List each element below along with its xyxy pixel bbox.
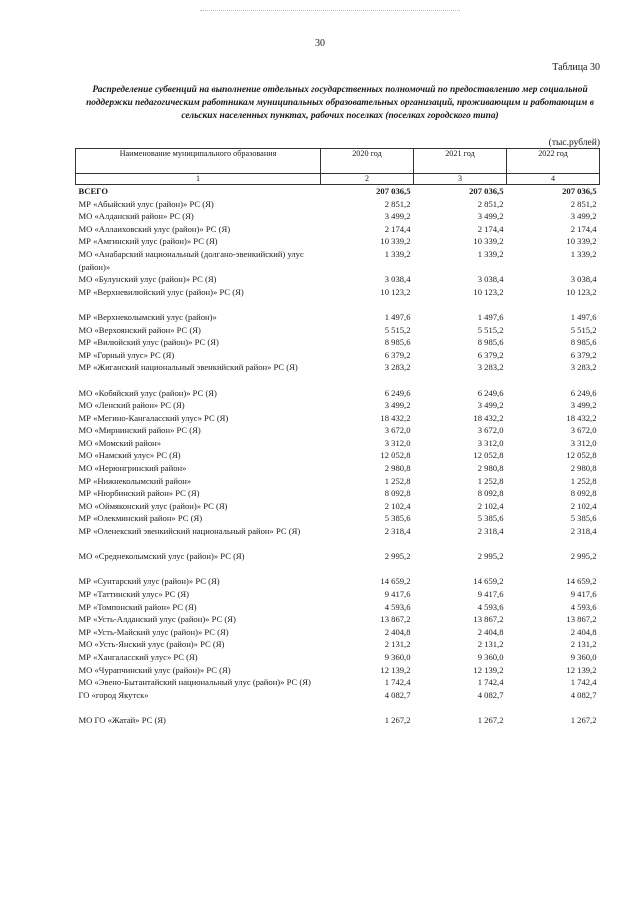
value-2021-cell: 9 360,0 (477, 651, 504, 662)
column-index-2: 2 (321, 174, 414, 185)
value-2022-cell: 6 379,2 (570, 349, 597, 360)
value-2020-cell: 2 995,2 (384, 551, 411, 562)
value-2022-cell: 18 432,2 (566, 412, 597, 423)
value-2022-cell: 4 593,6 (570, 601, 597, 612)
value-2021-cell: 2 995,2 (477, 551, 504, 562)
value-2020-cell: 12 052,8 (380, 450, 411, 461)
value-2020-cell: 207 036,5 (376, 186, 411, 196)
value-2021-cell: 6 379,2 (477, 349, 504, 360)
total-row (76, 185, 600, 198)
value-2022-cell: 2 404,8 (570, 626, 597, 637)
value-2022-cell: 4 082,7 (570, 689, 597, 700)
table-title: Распределение субвенций на выполнение отдельных государственных полномочий по предоставлению мер социальной поддержки педагогическим работникам муниципальных образовательных организаций, проживающим и работающим в сельских населенных пунктах, рабочих поселках (поселках городского типа) (86, 85, 594, 121)
value-2020-cell: 1 339,2 (384, 248, 411, 259)
value-2021-cell: 12 052,8 (473, 450, 504, 461)
value-2020-cell (321, 538, 414, 551)
value-2021-cell: 3 312,0 (477, 437, 504, 448)
value-2021-cell: 10 123,2 (473, 286, 504, 297)
value-2020-cell: 5 515,2 (384, 324, 411, 335)
value-2021-cell: 10 339,2 (473, 236, 504, 247)
municipality-name-cell (76, 538, 321, 551)
value-2020-cell: 3 499,2 (384, 400, 411, 411)
municipality-name-cell: МР «Томпонский район» РС (Я) (78, 601, 197, 612)
value-2021-cell: 3 499,2 (477, 400, 504, 411)
municipality-name-cell: МО «Эвено-Бытантайский национальный улус (район)» РС (Я) (78, 677, 311, 688)
value-2022-cell: 3 038,4 (570, 274, 597, 285)
municipality-name-cell: МР «Жиганский национальный эвенкийский район» РС (Я) (78, 362, 298, 373)
value-2022-cell (507, 538, 600, 551)
value-2021-cell: 12 139,2 (473, 664, 504, 675)
table-row (76, 512, 600, 525)
value-2020-cell: 5 385,6 (384, 513, 411, 524)
value-2021-cell: 207 036,5 (469, 186, 504, 196)
value-2021-cell: 3 283,2 (477, 362, 504, 373)
table-row (76, 651, 600, 664)
column-index-3: 3 (414, 174, 507, 185)
municipality-name-cell: МО «Намский улус» РС (Я) (78, 450, 181, 461)
table-row (76, 500, 600, 513)
value-2021-cell: 1 267,2 (477, 714, 504, 725)
value-2020-cell: 2 102,4 (384, 500, 411, 511)
value-2022-cell: 1 252,8 (570, 475, 597, 486)
municipality-name-cell: МР «Олекминский район» РС (Я) (78, 513, 203, 524)
municipality-name-cell: МР «Мегино-Кангаласский улус» РС (Я) (78, 412, 229, 423)
value-2020-cell: 12 139,2 (380, 664, 411, 675)
value-2022-cell: 2 851,2 (570, 198, 597, 209)
table-row (76, 424, 600, 437)
municipality-name-cell: ВСЕГО (78, 186, 109, 196)
column-header-2020: 2020 год (321, 149, 414, 174)
table-row (76, 676, 600, 689)
municipality-name-cell: МО «Верхоянский район» РС (Я) (78, 324, 201, 335)
municipality-name-cell: МР «Хангаласский улус» РС (Я) (78, 651, 198, 662)
table-row (76, 437, 600, 450)
municipality-name-cell (76, 374, 321, 387)
municipality-name-cell: МО «Среднеколымский улус (район)» РС (Я) (78, 551, 245, 562)
value-2021-cell: 2 980,8 (477, 463, 504, 474)
value-2021-cell: 8 092,8 (477, 488, 504, 499)
value-2021-cell: 13 867,2 (473, 614, 504, 625)
value-2020-cell: 2 980,8 (384, 463, 411, 474)
municipality-name-cell: МР «Нюрбинский район» РС (Я) (78, 488, 200, 499)
value-2020-cell: 10 339,2 (380, 236, 411, 247)
value-2021-cell: 4 593,6 (477, 601, 504, 612)
value-2022-cell: 1 339,2 (570, 248, 597, 259)
municipality-name-cell: МО ГО «Жатай» РС (Я) (78, 714, 166, 725)
value-2022-cell: 3 672,0 (570, 425, 597, 436)
value-2020-cell: 2 174,4 (384, 223, 411, 234)
value-2021-cell: 2 404,8 (477, 626, 504, 637)
table-row (76, 664, 600, 677)
value-2020-cell: 2 404,8 (384, 626, 411, 637)
municipality-name-cell: МО «Оймяконский улус (район)» РС (Я) (78, 500, 228, 511)
column-index-4: 4 (507, 174, 600, 185)
value-2021-cell: 1 339,2 (477, 248, 504, 259)
value-2021-cell: 1 252,8 (477, 475, 504, 486)
value-2022-cell: 9 417,6 (570, 589, 597, 599)
value-2021-cell: 6 249,6 (477, 387, 504, 398)
municipality-name-cell: МР «Абыйский улус (район)» РС (Я) (78, 198, 214, 209)
spacer-row (76, 298, 600, 311)
value-2022-cell: 1 267,2 (570, 714, 597, 725)
value-2020-cell: 3 499,2 (384, 211, 411, 222)
column-header-2021: 2021 год (414, 149, 507, 174)
table-row (76, 399, 600, 412)
table-row (76, 324, 600, 337)
table-row (76, 349, 600, 362)
spacer-row (76, 563, 600, 576)
municipality-name-cell: МР «Амгинский улус (район)» РС (Я) (78, 236, 218, 247)
table-row (76, 487, 600, 500)
municipality-name-cell: МО «Мирнинский район» РС (Я) (78, 425, 201, 436)
value-2021-cell: 1 742,4 (477, 677, 504, 688)
value-2020-cell: 8 985,6 (384, 337, 411, 348)
value-2022-cell: 3 283,2 (570, 362, 597, 373)
value-2021-cell (414, 538, 507, 551)
value-2021-cell: 8 985,6 (477, 337, 504, 348)
scan-artifact (200, 10, 460, 13)
table-row (76, 248, 600, 273)
value-2022-cell: 12 139,2 (566, 664, 597, 675)
value-2020-cell: 8 092,8 (384, 488, 411, 499)
value-2020-cell: 18 432,2 (380, 412, 411, 423)
value-2021-cell: 5 385,6 (477, 513, 504, 524)
value-2022-cell: 2 131,2 (570, 639, 597, 650)
value-2020-cell: 9 360,0 (384, 651, 411, 662)
value-2020-cell: 3 283,2 (384, 362, 411, 373)
value-2022-cell: 2 995,2 (570, 551, 597, 562)
table-row (76, 286, 600, 299)
value-2021-cell (414, 298, 507, 311)
value-2022-cell: 3 499,2 (570, 211, 597, 222)
table-row (76, 525, 600, 538)
value-2022-cell: 1 497,6 (570, 311, 597, 322)
table-body (76, 185, 600, 727)
municipality-name-cell: МО «Момский район» (78, 437, 162, 448)
column-index-1: 1 (76, 174, 321, 185)
units-label: (тыс.рублей) (548, 138, 600, 148)
value-2022-cell: 207 036,5 (562, 186, 597, 196)
value-2022-cell: 2 102,4 (570, 500, 597, 511)
page-number: 30 (315, 38, 325, 49)
value-2022-cell: 13 867,2 (566, 614, 597, 625)
table-row (76, 588, 600, 601)
table-row (76, 235, 600, 248)
municipality-name-cell: МО «Кобяйский улус (район)» РС (Я) (78, 387, 217, 398)
table-row (76, 626, 600, 639)
municipality-name-cell: МР «Верхневилюйский улус (район)» РС (Я) (78, 286, 244, 297)
municipality-name-cell: МР «Оленекский эвенкийский национальный район» РС (Я) (78, 526, 301, 537)
value-2021-cell: 2 131,2 (477, 639, 504, 650)
table-row (76, 336, 600, 349)
municipality-name-cell: МР «Горный улус» РС (Я) (78, 349, 175, 360)
value-2020-cell: 3 672,0 (384, 425, 411, 436)
value-2020-cell: 1 252,8 (384, 475, 411, 486)
value-2020-cell (321, 563, 414, 576)
value-2020-cell: 6 249,6 (384, 387, 411, 398)
municipality-name-cell: МО «Аллаиховский улус (район)» РС (Я) (78, 223, 231, 234)
municipality-name-cell: МР «Верхнеколымский улус (район)» (78, 311, 217, 322)
table-row (76, 613, 600, 626)
table-row (76, 223, 600, 236)
value-2022-cell: 5 515,2 (570, 324, 597, 335)
value-2021-cell: 4 082,7 (477, 689, 504, 700)
municipality-name-cell: МР «Усть-Алданский улус (район)» РС (Я) (78, 614, 236, 625)
value-2020-cell: 1 497,6 (384, 311, 411, 322)
value-2020-cell: 13 867,2 (380, 614, 411, 625)
value-2022-cell: 2 980,8 (570, 463, 597, 474)
value-2020-cell: 10 123,2 (380, 286, 411, 297)
value-2021-cell: 2 174,4 (477, 223, 504, 234)
value-2020-cell: 1 267,2 (384, 714, 411, 725)
table-row (76, 638, 600, 651)
value-2020-cell: 4 593,6 (384, 601, 411, 612)
value-2021-cell: 2 318,4 (477, 526, 504, 537)
table-row (76, 550, 600, 563)
table-row (76, 387, 600, 400)
value-2021-cell: 18 432,2 (473, 412, 504, 423)
column-header-name: Наименование муниципального образования (76, 149, 321, 174)
table-row (76, 273, 600, 286)
municipality-name-cell: МО «Анабарский национальный (долгано-эвенкийский) улус (район)» (78, 248, 304, 272)
value-2020-cell: 2 851,2 (384, 198, 411, 209)
municipality-name-cell: МО «Чурапчинский улус (район)» РС (Я) (78, 664, 231, 675)
municipality-name-cell (76, 563, 321, 576)
municipality-name-cell: МО «Алданский район» РС (Я) (78, 211, 194, 222)
value-2022-cell (507, 563, 600, 576)
value-2021-cell: 3 038,4 (477, 274, 504, 285)
value-2021-cell: 3 499,2 (477, 211, 504, 222)
municipality-name-cell: МО «Ленский район» РС (Я) (78, 400, 185, 411)
value-2022-cell: 8 092,8 (570, 488, 597, 499)
value-2022-cell (507, 374, 600, 387)
municipality-name-cell: МР «Вилюйский улус (район)» РС (Я) (78, 337, 219, 348)
value-2022-cell: 6 249,6 (570, 387, 597, 398)
value-2021-cell: 5 515,2 (477, 324, 504, 335)
table-row (76, 689, 600, 714)
table-row (76, 601, 600, 614)
value-2020-cell: 3 312,0 (384, 437, 411, 448)
value-2022-cell: 12 052,8 (566, 450, 597, 461)
value-2022-cell: 3 312,0 (570, 437, 597, 448)
value-2022-cell: 5 385,6 (570, 513, 597, 524)
value-2021-cell (414, 374, 507, 387)
value-2022-cell: 2 174,4 (570, 223, 597, 234)
value-2022-cell: 2 318,4 (570, 526, 597, 537)
municipality-name-cell: ГО «город Якутск» (78, 689, 149, 700)
table-row (76, 714, 600, 727)
column-index-row (76, 174, 600, 185)
value-2021-cell: 1 497,6 (477, 311, 504, 322)
municipality-name-cell (76, 298, 321, 311)
municipality-name-cell: МО «Усть-Янский улус (район)» РС (Я) (78, 639, 225, 650)
table-row (76, 575, 600, 588)
value-2022-cell: 14 659,2 (566, 576, 597, 587)
municipality-name-cell: МО «Булунский улус (район)» РС (Я) (78, 274, 217, 285)
value-2020-cell: 2 318,4 (384, 526, 411, 537)
table-row (76, 412, 600, 425)
spacer-row (76, 374, 600, 387)
municipality-name-cell: МР «Таттинский улус» РС (Я) (78, 589, 190, 599)
value-2022-cell: 10 339,2 (566, 236, 597, 247)
value-2022-cell: 8 985,6 (570, 337, 597, 348)
value-2020-cell: 1 742,4 (384, 677, 411, 688)
value-2020-cell: 2 131,2 (384, 639, 411, 650)
table-row (76, 449, 600, 462)
value-2022-cell: 9 360,0 (570, 651, 597, 662)
municipality-name-cell: МР «Сунтарский улус (район)» РС (Я) (78, 576, 220, 587)
municipality-name-cell: МР «Усть-Майский улус (район)» РС (Я) (78, 626, 229, 637)
value-2020-cell (321, 374, 414, 387)
table-label: Таблица 30 (552, 62, 600, 73)
value-2021-cell: 2 851,2 (477, 198, 504, 209)
value-2020-cell: 4 082,7 (384, 689, 411, 700)
municipality-name-cell: МО «Нерюнгринский район» (78, 463, 187, 474)
table-header-row (76, 149, 600, 174)
value-2022-cell: 1 742,4 (570, 677, 597, 688)
table-row (76, 462, 600, 475)
table-row (76, 361, 600, 374)
value-2022-cell: 10 123,2 (566, 286, 597, 297)
table-row (76, 198, 600, 211)
value-2020-cell: 3 038,4 (384, 274, 411, 285)
value-2021-cell: 2 102,4 (477, 500, 504, 511)
subsidy-table (75, 148, 600, 727)
spacer-row (76, 538, 600, 551)
table-row (76, 210, 600, 223)
value-2022-cell: 3 499,2 (570, 400, 597, 411)
municipality-name-cell: МР «Нижнеколымский район» (78, 475, 192, 486)
value-2020-cell: 6 379,2 (384, 349, 411, 360)
table-row (76, 475, 600, 488)
value-2021-cell: 9 417,6 (477, 589, 504, 599)
value-2021-cell: 14 659,2 (473, 576, 504, 587)
table-row (76, 311, 600, 324)
column-header-2022: 2022 год (507, 149, 600, 174)
value-2021-cell (414, 563, 507, 576)
value-2022-cell (507, 298, 600, 311)
value-2020-cell: 9 417,6 (384, 589, 411, 599)
value-2021-cell: 3 672,0 (477, 425, 504, 436)
value-2020-cell: 14 659,2 (380, 576, 411, 587)
value-2020-cell (321, 298, 414, 311)
